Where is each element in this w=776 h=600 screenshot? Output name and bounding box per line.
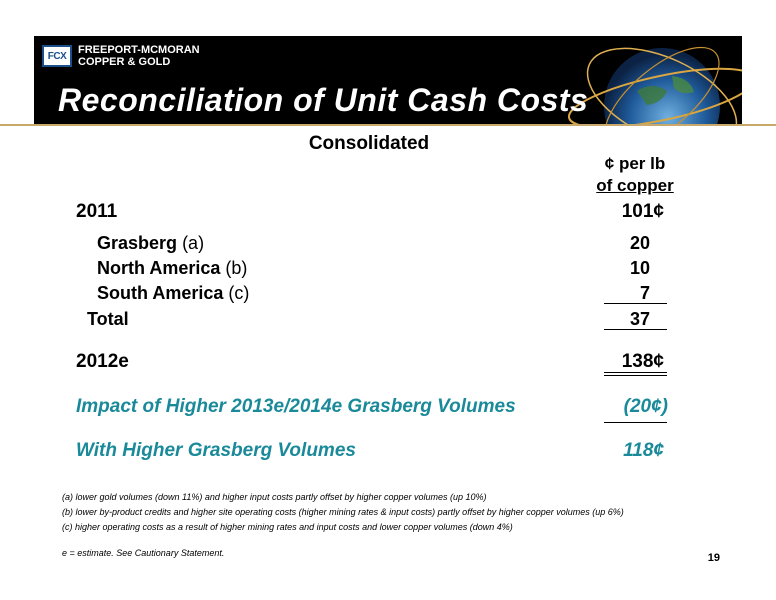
south-america-note: (c) <box>228 283 250 303</box>
column-header-line-1: ¢ per lb <box>604 154 666 173</box>
row-with-higher-label: With Higher Grasberg Volumes <box>76 440 356 461</box>
logo-mark-text: FCX <box>47 50 67 62</box>
company-logo <box>42 44 200 68</box>
subtotal-rule <box>604 303 667 304</box>
header-banner <box>34 36 742 124</box>
impact-rule <box>604 422 667 423</box>
row-with-higher-value: 118¢ <box>623 440 664 461</box>
column-header <box>590 153 680 197</box>
double-rule-bottom <box>604 375 667 376</box>
row-grasberg-label <box>97 233 204 254</box>
double-rule-top <box>604 372 667 373</box>
total-rule <box>604 329 667 330</box>
accent-line <box>0 124 776 126</box>
footnote-b: (b) lower by-product credits and higher site operating costs (higher mining rates & input costs) partly offset by higher copper volumes (up 6%) <box>62 507 624 517</box>
row-impact-value: (20¢) <box>623 396 668 417</box>
logo-line-2: COPPER & GOLD <box>78 56 171 68</box>
row-south-america-label <box>97 283 249 304</box>
page-number: 19 <box>707 552 720 564</box>
south-america-name: South America <box>97 283 224 303</box>
north-america-name: North America <box>97 258 221 278</box>
row-2012e-label: 2012e <box>76 351 129 372</box>
logo-mark <box>42 45 72 67</box>
grasberg-note: (a) <box>182 233 205 253</box>
column-header-line-2: of copper <box>596 176 674 195</box>
row-2012e-value: 138¢ <box>621 351 664 372</box>
row-north-america-value: 10 <box>629 258 650 278</box>
footnote-estimate: e = estimate. See Cautionary Statement. <box>62 548 225 558</box>
north-america-note: (b) <box>225 258 248 278</box>
row-impact-label: Impact of Higher 2013e/2014e Grasberg Volumes <box>76 396 516 417</box>
grasberg-name: Grasberg <box>97 233 178 253</box>
row-total-label: Total <box>87 309 129 329</box>
row-2011-value: 101¢ <box>621 201 664 222</box>
logo-text <box>78 44 200 68</box>
row-2011-label: 2011 <box>76 201 118 222</box>
row-grasberg-value: 20 <box>629 233 650 253</box>
row-north-america-label <box>97 258 247 279</box>
row-total-value: 37 <box>629 309 650 329</box>
footnote-a: (a) lower gold volumes (down 11%) and higher input costs partly offset by higher copper volumes (up 10%) <box>62 492 487 502</box>
subtitle: Consolidated <box>308 133 430 154</box>
page-title: Reconciliation of Unit Cash Costs <box>58 82 589 118</box>
row-south-america-value: 7 <box>639 283 650 303</box>
logo-line-1: FREEPORT-MCMORAN <box>78 44 200 56</box>
footnote-c: (c) higher operating costs as a result of higher mining rates and input costs and lower copper volumes (down 4%) <box>62 522 513 532</box>
